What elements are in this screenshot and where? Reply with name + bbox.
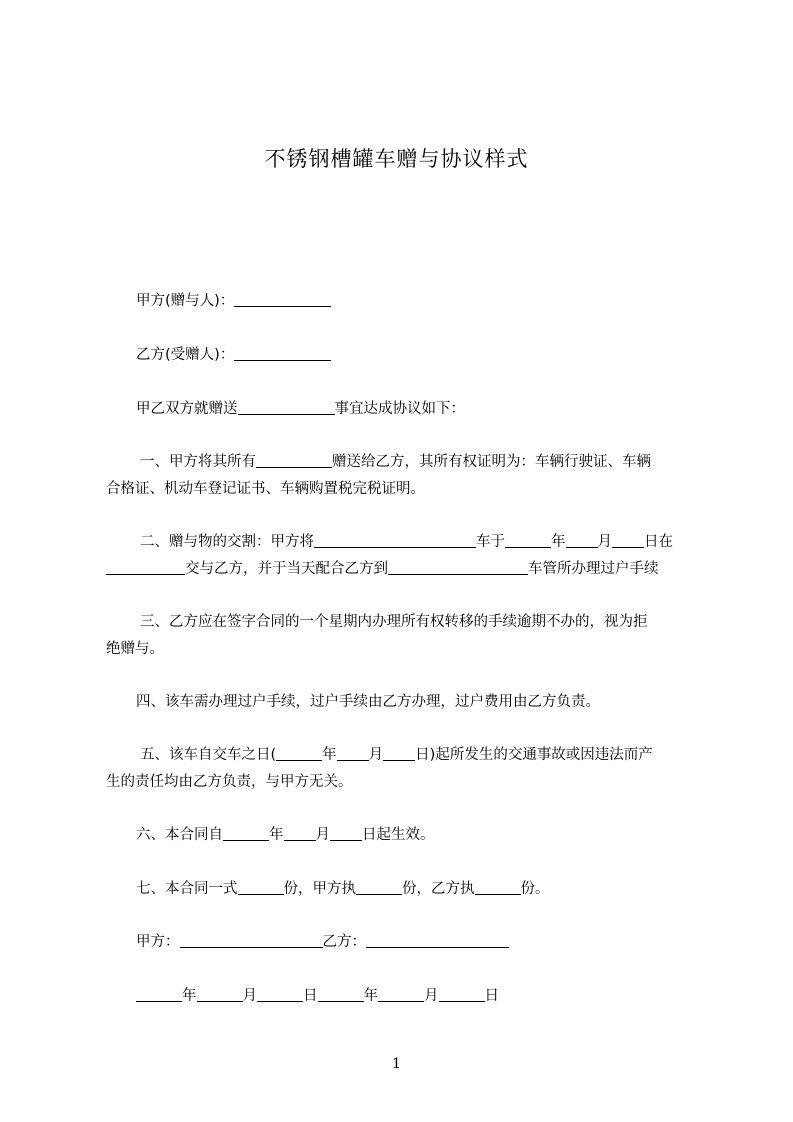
clause-6-month: 月 <box>315 827 330 843</box>
date-line <box>136 987 499 1005</box>
clause-2-l2-mid: 交与乙方，并于当天配合乙方到 <box>185 561 388 577</box>
clause-7-copies-blank[interactable] <box>238 881 284 895</box>
clause-2-month: 月 <box>597 534 612 550</box>
clause-5-day-blank[interactable] <box>383 747 415 761</box>
clause-5-line-2-text: 生的责任均由乙方负责，与甲方无关。 <box>106 774 353 790</box>
clause-3-line-2-text: 绝赠与。 <box>106 641 164 657</box>
clause-6-post: 日起生效。 <box>362 827 435 843</box>
clause-7-mid-1: 份，甲方执 <box>283 881 356 897</box>
clause-7-mid-2: 份，乙方执 <box>402 881 475 897</box>
clause-6-pre: 六、本合同自 <box>136 827 223 843</box>
document-title: 不锈钢槽罐车赠与协议样式 <box>264 147 529 171</box>
date-b-month-blank[interactable] <box>378 988 424 1002</box>
clause-6-year: 年 <box>269 827 284 843</box>
clause-1-post: 赠送给乙方，其所有权证明为：车辆行驶证、车辆 <box>332 454 651 470</box>
clause-3-line-2 <box>106 640 164 658</box>
date-a-month-blank[interactable] <box>197 988 243 1002</box>
clause-6-year-blank[interactable] <box>223 827 269 841</box>
clause-1-blank[interactable] <box>256 454 332 468</box>
clause-1-pre: 一、甲方将其所有 <box>140 454 256 470</box>
clause-2-pre: 二、赠与物的交割：甲方将 <box>140 534 314 550</box>
intro-post: 事宜达成协议如下： <box>334 401 465 417</box>
sign-b-label: 乙方： <box>322 934 366 950</box>
sign-a-label: 甲方： <box>136 934 180 950</box>
clause-2-day-blank[interactable] <box>612 534 644 548</box>
clause-5-month: 月 <box>368 747 384 763</box>
clause-5-line-1 <box>140 746 653 764</box>
clause-5-year-blank[interactable] <box>276 747 322 761</box>
clause-5-line-2 <box>106 773 353 791</box>
clause-6-day-blank[interactable] <box>330 827 362 841</box>
clause-2-car: 车于 <box>476 534 505 550</box>
clause-6-month-blank[interactable] <box>284 827 316 841</box>
clause-2-vehicle-blank[interactable] <box>314 534 476 548</box>
date-a-year-blank[interactable] <box>136 988 182 1002</box>
clause-2-year: 年 <box>551 534 566 550</box>
clause-3-line-1 <box>140 613 648 631</box>
clause-1-line-2-text: 合格证、机动车登记证书、车辆购置税完税证明。 <box>106 481 425 497</box>
clause-3-line-1-text: 三、乙方应在签字合同的一个星期内办理所有权转移的手续逾期不办的，视为拒 <box>140 614 648 630</box>
clause-2-office-blank[interactable] <box>388 561 528 575</box>
date-a-day: 日 <box>303 988 318 1004</box>
intro-pre: 甲乙双方就赠送 <box>136 401 238 417</box>
clause-7-pre: 七、本合同一式 <box>136 881 238 897</box>
date-b-month: 月 <box>424 988 439 1004</box>
clause-1-line-1 <box>140 453 651 471</box>
party-b-label: 乙方(受赠人)： <box>136 347 235 363</box>
clause-4-text: 四、该车需办理过户手续，过户手续由乙方办理，过户费用由乙方负责。 <box>136 694 600 710</box>
clause-2-l2-post: 车管所办理过户手续 <box>528 561 659 577</box>
clause-7-party-b-blank[interactable] <box>475 881 521 895</box>
date-b-day-blank[interactable] <box>439 988 485 1002</box>
clause-7-post: 份。 <box>520 881 550 897</box>
clause-2-year-blank[interactable] <box>505 534 551 548</box>
date-a-day-blank[interactable] <box>257 988 303 1002</box>
party-b-blank[interactable] <box>234 347 331 361</box>
party-a-blank[interactable] <box>234 293 331 307</box>
date-b-day: 日 <box>484 988 499 1004</box>
clause-2-at: 日在 <box>644 534 673 550</box>
clause-6-line <box>136 826 435 844</box>
clause-1-line-2 <box>106 480 425 498</box>
party-a-label: 甲方(赠与人)： <box>136 293 235 309</box>
signature-line <box>136 933 509 951</box>
sign-b-blank[interactable] <box>366 934 509 948</box>
clause-7-line <box>136 880 550 898</box>
clause-4-line <box>136 693 600 711</box>
clause-5-pre: 五、该车自交车之日( <box>140 747 277 763</box>
date-a-month: 月 <box>242 988 257 1004</box>
clause-5-month-blank[interactable] <box>337 747 369 761</box>
clause-2-line-1 <box>140 533 673 551</box>
clause-7-party-a-blank[interactable] <box>356 881 402 895</box>
intro-blank[interactable] <box>238 401 335 415</box>
intro-line <box>136 400 465 418</box>
party-b-line <box>136 346 331 364</box>
clause-5-post: 日)起所发生的交通事故或因违法而产 <box>415 747 653 763</box>
sign-a-blank[interactable] <box>180 934 323 948</box>
date-b-year-blank[interactable] <box>318 988 364 1002</box>
party-a-line <box>136 292 331 310</box>
clause-2-line-2 <box>106 560 659 578</box>
clause-2-month-blank[interactable] <box>566 534 598 548</box>
date-b-year: 年 <box>363 988 378 1004</box>
clause-5-year: 年 <box>322 747 337 763</box>
date-a-year: 年 <box>182 988 197 1004</box>
page-number: 1 <box>392 1056 401 1072</box>
clause-2-place-blank[interactable] <box>106 561 185 575</box>
